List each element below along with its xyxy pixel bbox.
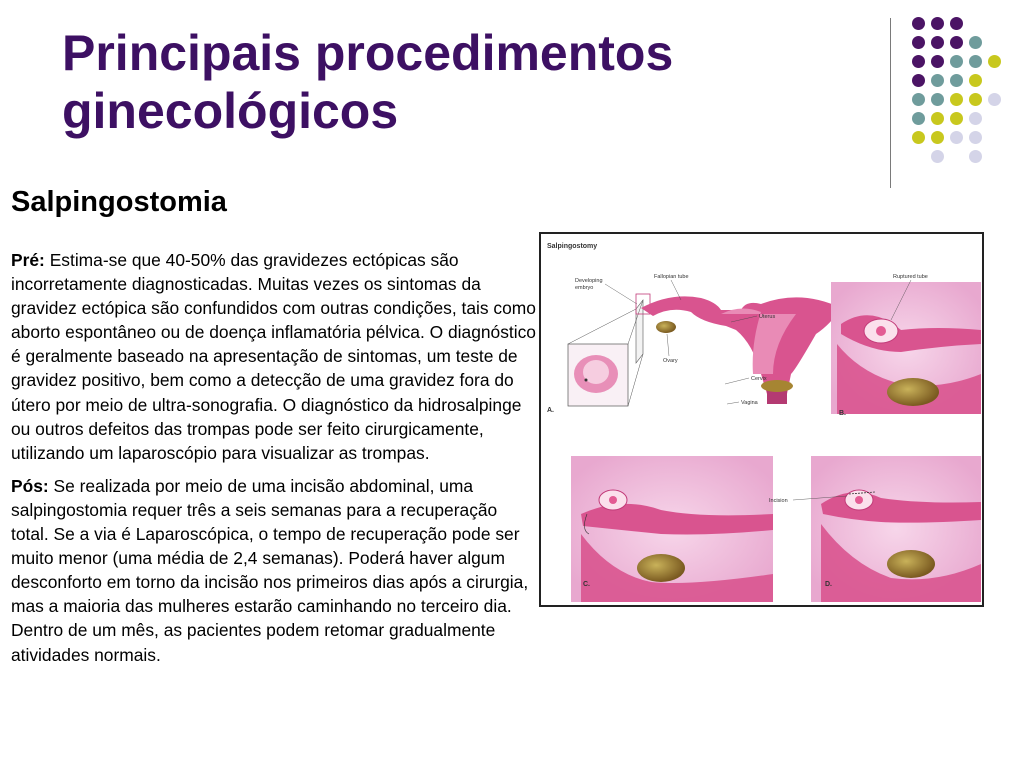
panel-label-b: B. bbox=[839, 410, 846, 417]
dot-purple bbox=[950, 36, 963, 49]
decorative-dot-grid bbox=[0, 0, 1024, 200]
panel-d bbox=[769, 456, 981, 602]
panel-a bbox=[547, 274, 841, 414]
dot-yellow bbox=[950, 93, 963, 106]
paragraph-pos bbox=[11, 474, 536, 667]
dot-lavender bbox=[969, 112, 982, 125]
dot-teal bbox=[950, 74, 963, 87]
paragraph-text: Se realizada por meio de uma incisão abdominal, uma salpingostomia requer três a seis semanas para a recuperação total. Se a via é Laparoscópica, o tempo de recuperação pode ser muito menor (uma média de 2,4 semanas). Poderá haver algum desconforto em torno da incisão nos primeiros dias após a cirurgia, mas a maioria das mulheres estarão caminhando no terceiro dia. Dentro de um mês, as pacientes podem retomar gradualmente atividades normais. bbox=[11, 475, 529, 665]
dot-purple bbox=[912, 17, 925, 30]
dot-purple bbox=[931, 17, 944, 30]
dot-yellow bbox=[969, 93, 982, 106]
label-developing: Developing bbox=[575, 278, 603, 284]
dot-teal bbox=[969, 36, 982, 49]
label-vagina: Vagina bbox=[741, 400, 758, 406]
panel-label-c: C. bbox=[583, 581, 590, 588]
dot-purple bbox=[912, 55, 925, 68]
dot-purple bbox=[931, 55, 944, 68]
dot-yellow bbox=[931, 131, 944, 144]
dot-teal bbox=[931, 93, 944, 106]
paragraph-pre bbox=[11, 248, 536, 465]
label-embryo: embryo bbox=[575, 285, 594, 291]
panel-label-a: A. bbox=[547, 407, 554, 414]
illustration-svg bbox=[541, 234, 982, 605]
paragraph-label: Pré: bbox=[11, 250, 45, 270]
divider-line bbox=[890, 18, 891, 188]
dot-teal bbox=[950, 55, 963, 68]
dot-lavender bbox=[988, 93, 1001, 106]
dot-lavender bbox=[969, 150, 982, 163]
body-text bbox=[11, 248, 536, 676]
panel-label-d: D. bbox=[825, 581, 832, 588]
salpingostomy-illustration bbox=[539, 232, 984, 607]
dot-yellow bbox=[950, 112, 963, 125]
label-incision: Incision bbox=[769, 498, 788, 504]
dot-teal bbox=[912, 112, 925, 125]
dot-yellow bbox=[931, 112, 944, 125]
dot-lavender bbox=[931, 150, 944, 163]
dot-yellow bbox=[912, 131, 925, 144]
paragraph-text: Estima-se que 40-50% das gravidezes ectópicas são incorretamente diagnosticadas. Muitas vezes os sintomas da gravidez ectópica são confundidos com outras condições, tais como aborto espontâneo ou de doença inflamatória pélvica. O diagnóstico é geralmente baseado na apresentação de sintomas, um teste de gravidez positivo, bem como a detecção de uma gravidez fora do útero por meio de ultra-sonografia. O diagnóstico da hidrosalpinge ou outros defeitos das trompas pode ser feito cirurgicamente, utilizando um laparoscópio para visualizar as trompas. bbox=[11, 250, 536, 463]
section-heading: Salpingostomia bbox=[11, 186, 227, 218]
dot-yellow bbox=[988, 55, 1001, 68]
label-ruptured-tube: Ruptured tube bbox=[893, 274, 928, 280]
panel-b bbox=[831, 274, 981, 417]
label-ovary: Ovary bbox=[663, 358, 678, 364]
dot-teal bbox=[912, 93, 925, 106]
dot-purple bbox=[912, 36, 925, 49]
panel-c bbox=[571, 456, 773, 602]
slide-title: Principais procedimentos ginecológicos bbox=[62, 25, 674, 139]
dot-teal bbox=[969, 55, 982, 68]
dot-purple bbox=[912, 74, 925, 87]
dot-yellow bbox=[969, 74, 982, 87]
paragraph-label: Pós: bbox=[11, 475, 49, 496]
dot-purple bbox=[931, 36, 944, 49]
dot-lavender bbox=[969, 131, 982, 144]
label-cervix: Cervix bbox=[751, 376, 767, 382]
figure-title: Salpingostomy bbox=[547, 243, 598, 250]
label-fallopian-tube: Fallopian tube bbox=[654, 274, 689, 280]
label-uterus: Uterus bbox=[759, 314, 776, 320]
dot-lavender bbox=[950, 131, 963, 144]
dot-purple bbox=[950, 17, 963, 30]
dot-teal bbox=[931, 74, 944, 87]
